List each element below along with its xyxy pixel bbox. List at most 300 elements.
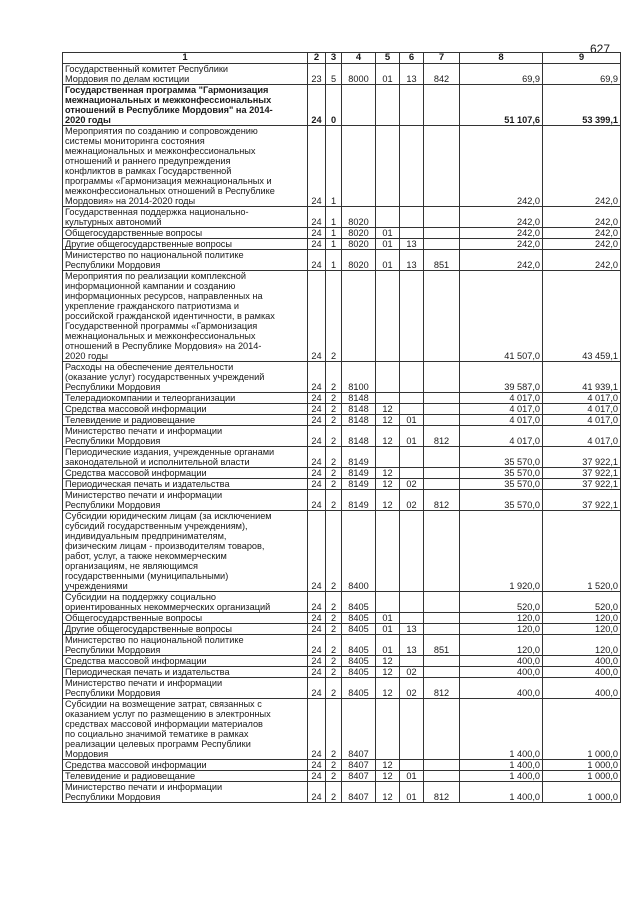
column-header: 7 — [424, 53, 460, 64]
table-row — [63, 771, 621, 782]
cell-row-name: Общегосударственные вопросы — [63, 228, 308, 239]
column-header: 4 — [342, 53, 376, 64]
table-row — [63, 362, 621, 393]
cell-col-6 — [400, 271, 424, 362]
cell-col-7: 812 — [424, 678, 460, 699]
cell-col-7: 851 — [424, 250, 460, 271]
cell-col-6 — [400, 85, 424, 126]
cell-col-4: 8020 — [342, 207, 376, 228]
cell-col-9: 120,0 — [543, 624, 621, 635]
cell-col-6 — [400, 207, 424, 228]
table-row — [63, 207, 621, 228]
table-row — [63, 613, 621, 624]
cell-row-name: Министерство печати и информации Республики Мордовия — [63, 426, 308, 447]
cell-col-7 — [424, 592, 460, 613]
cell-col-8: 41 507,0 — [460, 271, 543, 362]
cell-col-8: 1 400,0 — [460, 760, 543, 771]
cell-col-3: 2 — [326, 447, 342, 468]
column-header: 5 — [376, 53, 400, 64]
cell-col-2: 24 — [308, 624, 326, 635]
table-row — [63, 468, 621, 479]
cell-col-9: 242,0 — [543, 228, 621, 239]
column-header: 8 — [460, 53, 543, 64]
cell-col-3: 2 — [326, 699, 342, 760]
cell-row-name: Средства массовой информации — [63, 468, 308, 479]
cell-col-2: 24 — [308, 511, 326, 592]
cell-col-9: 4 017,0 — [543, 415, 621, 426]
cell-col-5: 12 — [376, 404, 400, 415]
cell-col-6: 01 — [400, 415, 424, 426]
column-header: 2 — [308, 53, 326, 64]
cell-col-2: 24 — [308, 415, 326, 426]
cell-col-8: 120,0 — [460, 613, 543, 624]
cell-col-5 — [376, 699, 400, 760]
cell-col-4: 8400 — [342, 511, 376, 592]
cell-col-5: 01 — [376, 635, 400, 656]
table-row — [63, 64, 621, 85]
table-row — [63, 511, 621, 592]
column-header: 9 — [543, 53, 621, 64]
cell-row-name: Министерство по национальной политике Республики Мордовия — [63, 635, 308, 656]
budget-table — [62, 52, 621, 803]
cell-col-5: 01 — [376, 250, 400, 271]
cell-col-8: 1 400,0 — [460, 771, 543, 782]
cell-row-name: Расходы на обеспечение деятельности (оказание услуг) государственных учреждений Республики Мордовия — [63, 362, 308, 393]
cell-col-3: 2 — [326, 490, 342, 511]
cell-col-4: 8000 — [342, 64, 376, 85]
table-row — [63, 126, 621, 207]
cell-col-3: 5 — [326, 64, 342, 85]
cell-col-2: 24 — [308, 635, 326, 656]
cell-col-4: 8407 — [342, 782, 376, 803]
cell-col-3: 0 — [326, 85, 342, 126]
cell-col-3: 2 — [326, 393, 342, 404]
cell-col-9: 37 922,1 — [543, 447, 621, 468]
cell-row-name: Министерство по национальной политике Республики Мордовия — [63, 250, 308, 271]
table-row — [63, 624, 621, 635]
cell-col-6: 13 — [400, 239, 424, 250]
cell-col-6: 02 — [400, 667, 424, 678]
cell-row-name: Телевидение и радиовещание — [63, 415, 308, 426]
cell-col-7 — [424, 85, 460, 126]
cell-col-8: 35 570,0 — [460, 490, 543, 511]
table-row — [63, 667, 621, 678]
cell-col-2: 24 — [308, 771, 326, 782]
cell-col-3: 2 — [326, 404, 342, 415]
table-row — [63, 250, 621, 271]
cell-row-name: Другие общегосударственные вопросы — [63, 239, 308, 250]
cell-col-6 — [400, 468, 424, 479]
cell-col-5: 12 — [376, 760, 400, 771]
table-row — [63, 656, 621, 667]
cell-col-8: 35 570,0 — [460, 468, 543, 479]
cell-col-4: 8020 — [342, 228, 376, 239]
cell-col-7 — [424, 415, 460, 426]
cell-col-8: 120,0 — [460, 624, 543, 635]
cell-col-9: 41 939,1 — [543, 362, 621, 393]
cell-col-2: 24 — [308, 207, 326, 228]
cell-col-8: 1 400,0 — [460, 699, 543, 760]
cell-col-9: 120,0 — [543, 635, 621, 656]
cell-col-5: 12 — [376, 771, 400, 782]
cell-row-name: Средства массовой информации — [63, 404, 308, 415]
cell-col-4: 8020 — [342, 239, 376, 250]
cell-col-8: 1 920,0 — [460, 511, 543, 592]
cell-col-3: 1 — [326, 228, 342, 239]
cell-col-3: 2 — [326, 782, 342, 803]
cell-col-2: 24 — [308, 85, 326, 126]
cell-col-8: 35 570,0 — [460, 479, 543, 490]
cell-col-6: 13 — [400, 624, 424, 635]
cell-col-3: 2 — [326, 426, 342, 447]
cell-col-4: 8407 — [342, 699, 376, 760]
cell-col-3: 2 — [326, 635, 342, 656]
cell-col-7 — [424, 624, 460, 635]
cell-col-8: 400,0 — [460, 678, 543, 699]
cell-row-name: Телевидение и радиовещание — [63, 771, 308, 782]
cell-col-5 — [376, 126, 400, 207]
cell-col-7 — [424, 771, 460, 782]
cell-col-9: 120,0 — [543, 613, 621, 624]
cell-col-7 — [424, 656, 460, 667]
cell-col-7 — [424, 404, 460, 415]
cell-col-9: 4 017,0 — [543, 426, 621, 447]
page-number: 627 — [590, 42, 611, 56]
table-row — [63, 678, 621, 699]
cell-col-4: 8405 — [342, 635, 376, 656]
cell-col-2: 24 — [308, 479, 326, 490]
cell-col-5 — [376, 592, 400, 613]
cell-col-4 — [342, 85, 376, 126]
cell-col-5: 12 — [376, 656, 400, 667]
cell-col-5: 01 — [376, 64, 400, 85]
cell-col-9: 1 000,0 — [543, 760, 621, 771]
cell-col-6 — [400, 447, 424, 468]
cell-col-2: 24 — [308, 760, 326, 771]
cell-col-5: 01 — [376, 613, 400, 624]
cell-col-4: 8149 — [342, 490, 376, 511]
cell-col-6 — [400, 760, 424, 771]
cell-col-6: 13 — [400, 250, 424, 271]
cell-col-6: 01 — [400, 771, 424, 782]
cell-col-2: 24 — [308, 613, 326, 624]
cell-col-3: 2 — [326, 624, 342, 635]
cell-col-2: 24 — [308, 782, 326, 803]
cell-col-8: 35 570,0 — [460, 447, 543, 468]
cell-col-4: 8405 — [342, 678, 376, 699]
cell-col-7 — [424, 468, 460, 479]
cell-col-7 — [424, 760, 460, 771]
cell-col-8: 39 587,0 — [460, 362, 543, 393]
cell-col-7: 812 — [424, 782, 460, 803]
cell-col-8: 4 017,0 — [460, 426, 543, 447]
cell-col-8: 120,0 — [460, 635, 543, 656]
cell-col-4: 8405 — [342, 624, 376, 635]
cell-col-2: 24 — [308, 126, 326, 207]
cell-col-9: 1 520,0 — [543, 511, 621, 592]
cell-col-2: 23 — [308, 64, 326, 85]
cell-col-6: 02 — [400, 678, 424, 699]
cell-col-4: 8149 — [342, 447, 376, 468]
cell-col-4: 8405 — [342, 656, 376, 667]
cell-col-5: 12 — [376, 667, 400, 678]
cell-col-8: 242,0 — [460, 207, 543, 228]
cell-col-3: 2 — [326, 468, 342, 479]
cell-col-9: 43 459,1 — [543, 271, 621, 362]
cell-col-2: 24 — [308, 393, 326, 404]
cell-col-2: 24 — [308, 592, 326, 613]
cell-col-6: 13 — [400, 64, 424, 85]
cell-col-3: 2 — [326, 678, 342, 699]
cell-col-3: 1 — [326, 250, 342, 271]
cell-col-3: 2 — [326, 656, 342, 667]
cell-col-9: 1 000,0 — [543, 782, 621, 803]
cell-col-4: 8407 — [342, 771, 376, 782]
cell-col-5 — [376, 271, 400, 362]
cell-col-7: 812 — [424, 426, 460, 447]
cell-col-8: 4 017,0 — [460, 393, 543, 404]
table-row — [63, 271, 621, 362]
table-row — [63, 782, 621, 803]
table-row — [63, 635, 621, 656]
cell-col-7 — [424, 613, 460, 624]
table-row — [63, 760, 621, 771]
cell-col-5: 12 — [376, 678, 400, 699]
cell-col-2: 24 — [308, 362, 326, 393]
cell-col-9: 1 000,0 — [543, 771, 621, 782]
cell-col-6: 01 — [400, 782, 424, 803]
cell-col-2: 24 — [308, 250, 326, 271]
cell-col-9: 4 017,0 — [543, 393, 621, 404]
cell-col-9: 242,0 — [543, 239, 621, 250]
cell-col-4: 8100 — [342, 362, 376, 393]
cell-row-name: Средства массовой информации — [63, 656, 308, 667]
cell-row-name: Периодическая печать и издательства — [63, 667, 308, 678]
cell-row-name: Министерство печати и информации Республики Мордовия — [63, 678, 308, 699]
cell-col-8: 4 017,0 — [460, 404, 543, 415]
cell-col-4: 8148 — [342, 426, 376, 447]
cell-col-9: 520,0 — [543, 592, 621, 613]
cell-row-name: Государственная поддержка национально- культурных автономий — [63, 207, 308, 228]
cell-col-4: 8405 — [342, 613, 376, 624]
table-row — [63, 85, 621, 126]
cell-col-8: 242,0 — [460, 126, 543, 207]
cell-col-7 — [424, 393, 460, 404]
column-header: 3 — [326, 53, 342, 64]
table-row — [63, 447, 621, 468]
cell-col-5 — [376, 362, 400, 393]
cell-col-7 — [424, 511, 460, 592]
cell-col-3: 2 — [326, 667, 342, 678]
cell-row-name: Субсидии на поддержку социально ориентированных некоммерческих организаций — [63, 592, 308, 613]
cell-col-5 — [376, 511, 400, 592]
cell-col-4: 8020 — [342, 250, 376, 271]
table-row — [63, 239, 621, 250]
cell-col-2: 24 — [308, 271, 326, 362]
cell-col-3: 2 — [326, 592, 342, 613]
cell-col-2: 24 — [308, 447, 326, 468]
cell-col-4: 8148 — [342, 404, 376, 415]
cell-col-9: 242,0 — [543, 207, 621, 228]
cell-col-7 — [424, 271, 460, 362]
cell-col-5 — [376, 393, 400, 404]
cell-col-8: 242,0 — [460, 250, 543, 271]
cell-col-2: 24 — [308, 404, 326, 415]
cell-col-5: 12 — [376, 479, 400, 490]
cell-col-8: 400,0 — [460, 667, 543, 678]
cell-col-3: 2 — [326, 511, 342, 592]
cell-col-9: 242,0 — [543, 126, 621, 207]
cell-col-9: 69,9 — [543, 64, 621, 85]
cell-col-9: 1 000,0 — [543, 699, 621, 760]
cell-row-name: Другие общегосударственные вопросы — [63, 624, 308, 635]
cell-row-name: Субсидии юридическим лицам (за исключением субсидий государственным учреждениям), индивидуальным предпринимателям, физическим лицам - производителям товаров, работ, услуг, а также некоммерческим организациям, не являющимся государственными (муниципальными) учреждениями — [63, 511, 308, 592]
cell-col-3: 1 — [326, 239, 342, 250]
table-row — [63, 415, 621, 426]
cell-col-5: 01 — [376, 228, 400, 239]
cell-row-name: Министерство печати и информации Республики Мордовия — [63, 490, 308, 511]
cell-col-5: 12 — [376, 782, 400, 803]
cell-col-5 — [376, 447, 400, 468]
table-row — [63, 490, 621, 511]
cell-row-name: Периодические издания, учрежденные органами законодательной и исполнительной власти — [63, 447, 308, 468]
cell-col-8: 520,0 — [460, 592, 543, 613]
cell-col-4: 8148 — [342, 415, 376, 426]
cell-col-5: 01 — [376, 239, 400, 250]
cell-row-name: Общегосударственные вопросы — [63, 613, 308, 624]
cell-col-6 — [400, 656, 424, 667]
cell-col-2: 24 — [308, 426, 326, 447]
cell-col-9: 400,0 — [543, 667, 621, 678]
cell-col-5: 12 — [376, 426, 400, 447]
cell-row-name: Телерадиокомпании и телеорганизации — [63, 393, 308, 404]
cell-col-7 — [424, 447, 460, 468]
cell-col-7 — [424, 126, 460, 207]
cell-col-8: 1 400,0 — [460, 782, 543, 803]
cell-col-6 — [400, 126, 424, 207]
cell-col-9: 400,0 — [543, 678, 621, 699]
table-row — [63, 393, 621, 404]
cell-col-6: 01 — [400, 426, 424, 447]
cell-col-4 — [342, 271, 376, 362]
cell-col-6 — [400, 699, 424, 760]
cell-col-3: 2 — [326, 479, 342, 490]
cell-row-name: Государственная программа "Гармонизация межнациональных и межконфессиональных отношений в Республике Мордовия" на 2014- 2020 годы — [63, 85, 308, 126]
cell-col-7 — [424, 479, 460, 490]
cell-col-8: 69,9 — [460, 64, 543, 85]
cell-col-7 — [424, 667, 460, 678]
cell-col-6 — [400, 511, 424, 592]
cell-col-4: 8405 — [342, 592, 376, 613]
cell-col-9: 53 399,1 — [543, 85, 621, 126]
cell-col-2: 24 — [308, 239, 326, 250]
cell-col-3: 2 — [326, 362, 342, 393]
cell-col-7: 842 — [424, 64, 460, 85]
cell-col-6 — [400, 362, 424, 393]
column-header: 1 — [63, 53, 308, 64]
cell-col-5 — [376, 207, 400, 228]
table-row — [63, 592, 621, 613]
table-row — [63, 426, 621, 447]
cell-col-5: 01 — [376, 624, 400, 635]
cell-col-9: 242,0 — [543, 250, 621, 271]
cell-row-name: Мероприятия по реализации комплексной информационной кампании и созданию информационных ресурсов, направленных на укрепление гражданского патриотизма и российской гражданской идентичности, в рамках Государственной программы «Гармонизация межнациональных и межконфессиональных отношений в Республике Мордовия» на 2014- 2020 годы — [63, 271, 308, 362]
cell-col-6: 02 — [400, 479, 424, 490]
cell-col-2: 24 — [308, 490, 326, 511]
cell-col-6 — [400, 592, 424, 613]
cell-col-3: 1 — [326, 126, 342, 207]
cell-col-8: 242,0 — [460, 228, 543, 239]
cell-col-9: 37 922,1 — [543, 479, 621, 490]
cell-col-9: 400,0 — [543, 656, 621, 667]
cell-col-7 — [424, 699, 460, 760]
cell-col-4: 8149 — [342, 468, 376, 479]
cell-col-3: 2 — [326, 760, 342, 771]
cell-col-8: 51 107,6 — [460, 85, 543, 126]
cell-col-6 — [400, 393, 424, 404]
cell-row-name: Субсидии на возмещение затрат, связанных с оказанием услуг по размещению в электронных средствах массовой информации материалов по социально значимой тематике в рамках реализации целевых программ Республики Мордовия — [63, 699, 308, 760]
cell-col-8: 4 017,0 — [460, 415, 543, 426]
cell-col-6: 02 — [400, 490, 424, 511]
cell-col-3: 2 — [326, 415, 342, 426]
cell-col-2: 24 — [308, 468, 326, 479]
cell-col-2: 24 — [308, 667, 326, 678]
cell-col-5: 12 — [376, 490, 400, 511]
cell-col-3: 2 — [326, 271, 342, 362]
cell-col-2: 24 — [308, 656, 326, 667]
cell-col-9: 37 922,1 — [543, 468, 621, 479]
column-header-row — [63, 53, 621, 64]
cell-col-4: 8407 — [342, 760, 376, 771]
table-row — [63, 404, 621, 415]
cell-row-name: Средства массовой информации — [63, 760, 308, 771]
cell-col-5 — [376, 85, 400, 126]
cell-col-4: 8149 — [342, 479, 376, 490]
table-row — [63, 228, 621, 239]
cell-col-4: 8148 — [342, 393, 376, 404]
cell-col-9: 4 017,0 — [543, 404, 621, 415]
cell-col-3: 1 — [326, 207, 342, 228]
cell-col-3: 2 — [326, 771, 342, 782]
cell-col-6 — [400, 613, 424, 624]
cell-col-2: 24 — [308, 678, 326, 699]
cell-col-6 — [400, 228, 424, 239]
cell-col-4: 8405 — [342, 667, 376, 678]
cell-col-7 — [424, 239, 460, 250]
cell-row-name: Министерство печати и информации Республики Мордовия — [63, 782, 308, 803]
cell-col-9: 37 922,1 — [543, 490, 621, 511]
cell-col-7 — [424, 362, 460, 393]
cell-col-6 — [400, 404, 424, 415]
cell-col-4 — [342, 126, 376, 207]
cell-col-2: 24 — [308, 228, 326, 239]
cell-row-name: Периодическая печать и издательства — [63, 479, 308, 490]
cell-col-8: 400,0 — [460, 656, 543, 667]
cell-col-6: 13 — [400, 635, 424, 656]
cell-col-5: 12 — [376, 415, 400, 426]
table-row — [63, 479, 621, 490]
column-header: 6 — [400, 53, 424, 64]
cell-col-3: 2 — [326, 613, 342, 624]
cell-col-5: 12 — [376, 468, 400, 479]
cell-col-7: 812 — [424, 490, 460, 511]
cell-col-7 — [424, 207, 460, 228]
cell-row-name: Государственный комитет Республики Мордовия по делам юстиции — [63, 64, 308, 85]
cell-col-7: 851 — [424, 635, 460, 656]
cell-row-name: Мероприятия по созданию и сопровождению системы мониторинга состояния межнациональных и межконфессиональных отношений и раннего предупреждения конфликтов в рамках Государственной программы «Гармонизация межнациональных и межконфессиональных отношений в Республике Мордовия» на 2014-2020 годы — [63, 126, 308, 207]
cell-col-7 — [424, 228, 460, 239]
cell-col-8: 242,0 — [460, 239, 543, 250]
